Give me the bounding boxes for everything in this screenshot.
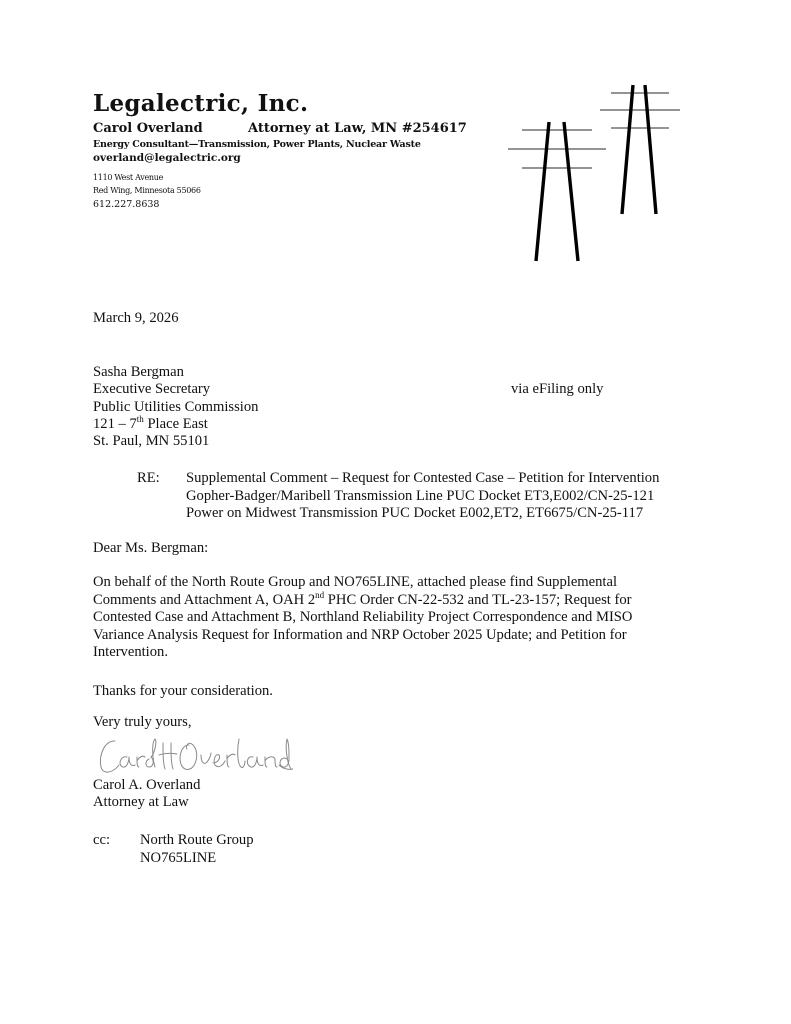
letterhead-attorney-name: Carol Overland: [93, 121, 203, 136]
signer-name: Carol A. Overland: [93, 777, 201, 793]
street-ordinal: th: [136, 414, 144, 425]
re-label: RE:: [137, 470, 160, 486]
salutation: Dear Ms. Bergman:: [93, 540, 209, 556]
letterhead-consultant-line: Energy Consultant—Transmission, Power Plants, Nuclear Waste: [93, 139, 421, 150]
recipient-city: St. Paul, MN 55101: [93, 433, 210, 450]
street-name: Place East: [143, 415, 208, 432]
re-subject: [186, 470, 659, 523]
letterhead-phone: 612.227.8638: [93, 199, 160, 210]
paragraph-text: Comments and Attachment A, OAH 2: [93, 591, 316, 608]
street-number: 121 – 7: [93, 415, 137, 432]
signer-title: Attorney at Law: [93, 794, 189, 810]
cc-label: cc:: [93, 832, 111, 848]
thanks-line: Thanks for your consideration.: [93, 683, 273, 699]
company-name: Legalectric, Inc.: [93, 90, 309, 117]
recipient-organization: Public Utilities Commission: [93, 398, 259, 415]
recipient-address: [93, 364, 258, 450]
handwritten-signature: [93, 735, 293, 777]
closing: Very truly yours,: [93, 714, 192, 730]
body-paragraph: [93, 574, 653, 662]
delivery-method: via eFiling only: [511, 381, 604, 397]
re-line: Power on Midwest Transmission PUC Docket E002,ET2, ET6675/CN-25-117: [186, 505, 644, 522]
paragraph-line: Variance Analysis Request for Information and NRP October 2025 Update; and Petition for: [93, 626, 627, 643]
letterhead-address-line2: Red Wing, Minnesota 55066: [93, 186, 201, 195]
cc-recipient: NO765LINE: [140, 849, 217, 866]
recipient-street: [93, 416, 258, 433]
letterhead-email: overland@legalectric.org: [93, 152, 241, 164]
paragraph-line: Contested Case and Attachment B, Northland Reliability Project Correspondence and MISO: [93, 609, 633, 626]
letter-date: March 9, 2026: [93, 310, 179, 326]
paragraph-text: PHC Order CN-22-532 and TL-23-157; Request for: [324, 591, 632, 608]
paragraph-line: [93, 589, 653, 610]
letterhead-license: Attorney at Law, MN #254617: [248, 121, 467, 136]
transmission-towers-icon: [490, 70, 710, 270]
right-tower: [600, 85, 680, 214]
cc-recipient: North Route Group: [140, 832, 254, 848]
paragraph-line: On behalf of the North Route Group and NO765LINE, attached please find Supplemental: [93, 574, 618, 590]
re-line: Supplemental Comment – Request for Contested Case – Petition for Intervention: [186, 470, 660, 486]
recipient-name: Sasha Bergman: [93, 364, 184, 380]
ordinal-suffix: nd: [315, 589, 325, 600]
paragraph-line: Intervention.: [93, 644, 168, 661]
recipient-title: Executive Secretary: [93, 381, 211, 398]
letterhead-address-line1: 1110 West Avenue: [93, 173, 164, 182]
re-line: Gopher-Badger/Maribell Transmission Line PUC Docket ET3,E002/CN-25-121: [186, 487, 655, 504]
cc-recipients: [140, 832, 254, 868]
left-tower: [508, 122, 606, 261]
